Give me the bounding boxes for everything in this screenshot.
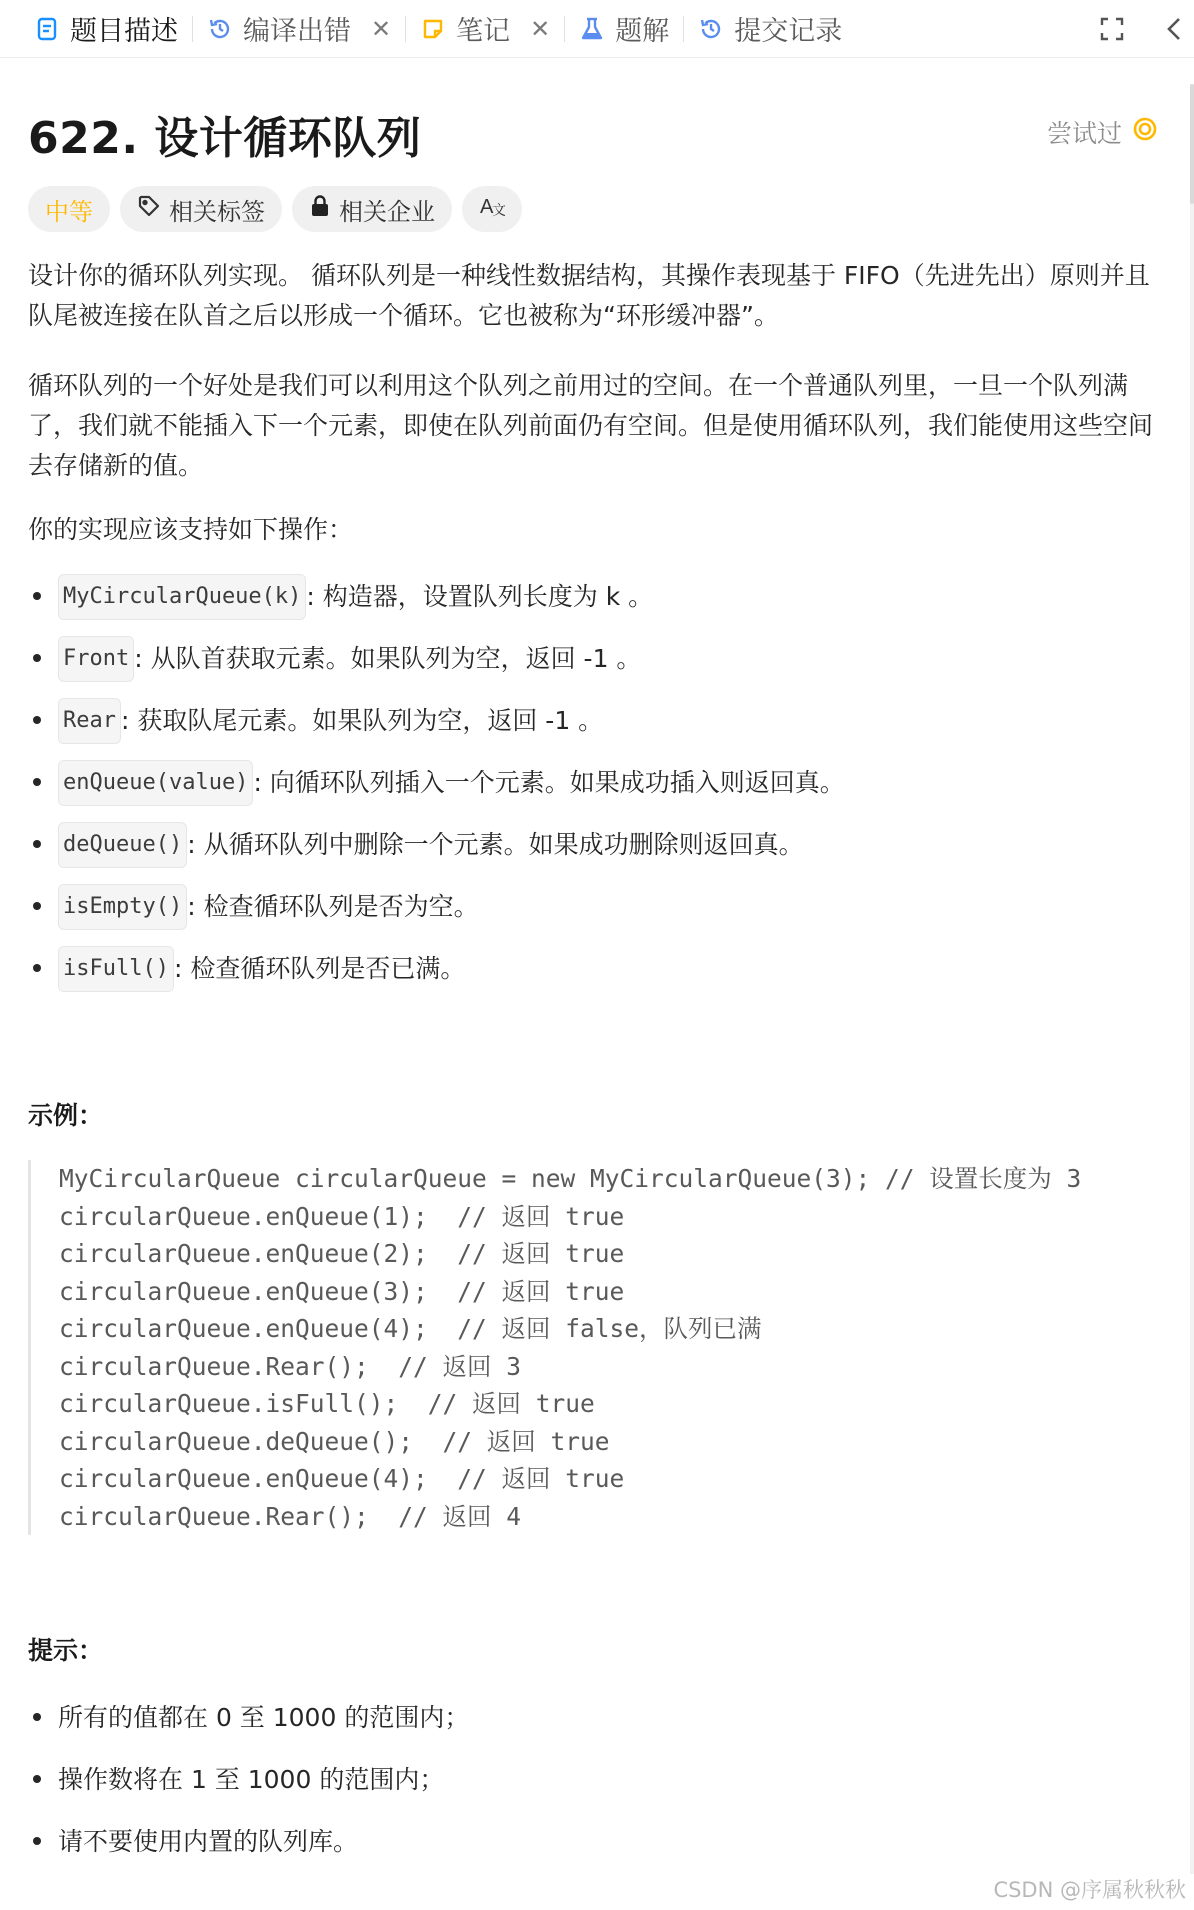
- description-paragraph: 循环队列的一个好处是我们可以利用这个队列之前用过的空间。在一个普通队列里，一旦一个队列满了，我们就不能插入下一个元素，即使在队列前面仍有空间。但是使用循环队列，我们能使用这些空间去存储新的值。: [28, 371, 1154, 480]
- difficulty-badge[interactable]: 中等: [28, 186, 110, 232]
- list-item-text: : 从队首获取元素。如果队列为空，返回 -1 。: [134, 644, 642, 673]
- list-item: [28, 566, 1158, 628]
- toolbar-right: [1098, 0, 1194, 58]
- description-paragraph: 你的实现应该支持如下操作：: [28, 515, 354, 544]
- inline-code: MyCircularQueue(k): [58, 574, 306, 620]
- svg-text:文: 文: [492, 202, 505, 218]
- related-tags-label: 相关标签: [169, 197, 265, 226]
- operations-list: [28, 566, 1158, 1000]
- translate-button[interactable]: [462, 186, 522, 232]
- list-item-text: : 向循环队列插入一个元素。如果成功插入则返回真。: [253, 768, 845, 797]
- tab-label: 编译出错: [243, 16, 351, 47]
- lock-icon: [309, 194, 331, 224]
- tab-label: 提交记录: [734, 16, 843, 47]
- attempted-label: 尝试过: [1046, 119, 1122, 148]
- tab-description[interactable]: [20, 0, 192, 58]
- list-item: 请不要使用内置的队列库。: [28, 1811, 1158, 1873]
- inline-code: enQueue(value): [58, 760, 253, 806]
- attempted-icon: [1132, 116, 1158, 148]
- fullscreen-icon[interactable]: [1098, 15, 1126, 43]
- svg-text:A: A: [480, 196, 494, 218]
- list-item: [28, 814, 1158, 876]
- list-item: 所有的值都在 0 至 1000 的范围内；: [28, 1687, 1158, 1749]
- list-item-text: : 获取队尾元素。如果队列为空，返回 -1 。: [120, 706, 604, 735]
- code-line: MyCircularQueue circularQueue = new MyCircularQueue(3); // 设置长度为 3: [59, 1164, 1082, 1193]
- list-item-text: : 从循环队列中删除一个元素。如果成功删除则返回真。: [187, 830, 804, 859]
- tab-label: 题目描述: [70, 16, 178, 47]
- code-line: circularQueue.Rear(); // 返回 3: [59, 1351, 522, 1381]
- tag-row: [28, 186, 1158, 234]
- chevron-left-icon[interactable]: [1160, 15, 1188, 43]
- document-icon: [34, 16, 60, 42]
- inline-code: Rear: [58, 698, 121, 744]
- tab-notes[interactable]: [406, 0, 564, 58]
- list-item: [28, 876, 1158, 938]
- list-item: 操作数将在 1 至 1000 的范围内；: [28, 1749, 1158, 1811]
- code-line: circularQueue.enQueue(4); // 返回 true: [59, 1464, 625, 1493]
- note-icon: [420, 16, 446, 42]
- inline-code: Front: [58, 636, 134, 682]
- code-line: circularQueue.deQueue(); // 返回 true: [59, 1426, 610, 1456]
- problem-content: [28, 58, 1158, 1873]
- list-item-text: : 检查循环队列是否为空。: [187, 892, 479, 921]
- title-row: [28, 58, 1158, 186]
- tag-icon: [137, 194, 161, 224]
- code-line: circularQueue.enQueue(4); // 返回 false，队列已满: [59, 1314, 762, 1343]
- code-line: circularQueue.isFull(); // 返回 true: [59, 1389, 595, 1418]
- tab-submissions[interactable]: [684, 0, 856, 58]
- watermark: CSDN @序属秋秋秋: [993, 1878, 1186, 1902]
- close-icon[interactable]: ✕: [530, 14, 551, 43]
- code-line: circularQueue.enQueue(1); // 返回 true: [59, 1201, 625, 1231]
- hints-heading: 提示：: [28, 1636, 104, 1665]
- list-item: [28, 690, 1158, 752]
- close-icon[interactable]: ✕: [371, 14, 392, 43]
- attempted-status: [1047, 114, 1158, 150]
- scrollbar-thumb[interactable]: [1190, 84, 1194, 204]
- related-companies-label: 相关企业: [339, 197, 435, 226]
- tab-label: 题解: [615, 16, 670, 47]
- tab-label: 笔记: [456, 16, 511, 47]
- history-icon: [698, 16, 724, 42]
- code-line: circularQueue.enQueue(3); // 返回 true: [59, 1276, 625, 1306]
- example-heading: 示例：: [28, 1101, 104, 1130]
- example-code-block: [28, 1160, 1158, 1535]
- tab-solutions[interactable]: [565, 0, 683, 58]
- inline-code: isEmpty(): [58, 884, 187, 930]
- inline-code: isFull(): [58, 946, 174, 992]
- code-line: circularQueue.Rear(); // 返回 4: [59, 1501, 522, 1531]
- code-line: circularQueue.enQueue(2); // 返回 true: [59, 1239, 625, 1268]
- related-companies-button[interactable]: [292, 186, 452, 232]
- list-item: [28, 938, 1158, 1000]
- translate-icon: [479, 194, 505, 224]
- flask-icon: [579, 16, 605, 42]
- list-item-text: : 构造器，设置队列长度为 k 。: [306, 582, 654, 611]
- description-paragraph: 设计你的循环队列实现。 循环队列是一种线性数据结构，其操作表现基于 FIFO（先进先出）原则并且队尾被连接在队首之后以形成一个循环。它也被称为“环形缓冲器”。: [28, 261, 1150, 330]
- inline-code: deQueue(): [58, 822, 187, 868]
- tab-bar: [0, 0, 1194, 58]
- related-tags-button[interactable]: [120, 186, 282, 232]
- scrollbar[interactable]: [1190, 84, 1194, 1874]
- history-icon: [207, 16, 233, 42]
- problem-title: 622. 设计循环队列: [28, 113, 422, 164]
- list-item: [28, 752, 1158, 814]
- hints-list: [28, 1687, 1158, 1873]
- list-item: [28, 628, 1158, 690]
- tab-compile-error[interactable]: [193, 0, 405, 58]
- list-item-text: : 检查循环队列是否已满。: [173, 954, 466, 983]
